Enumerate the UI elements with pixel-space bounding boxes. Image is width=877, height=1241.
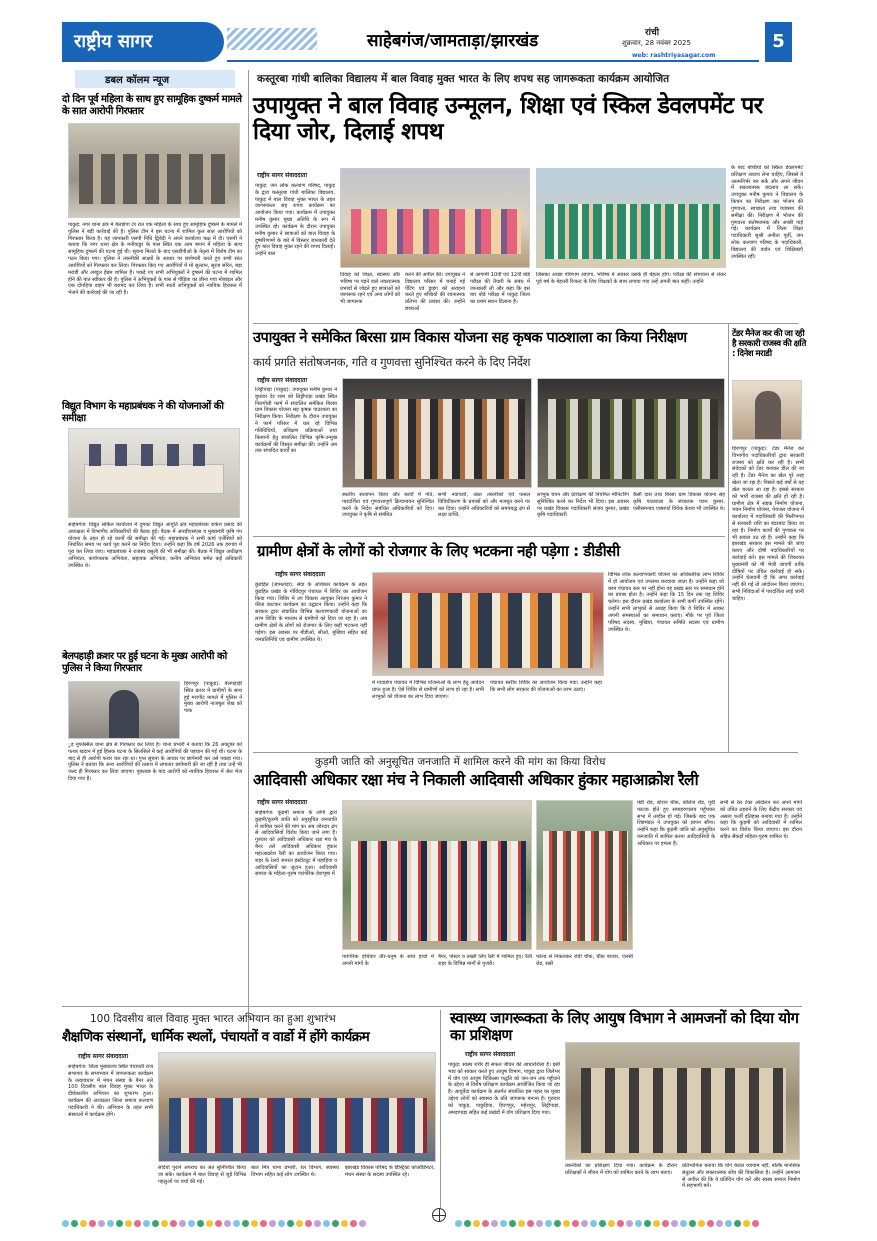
- section-label: डबल कॉलम न्यूज: [75, 70, 235, 88]
- ayush-byline: राष्ट्रीय सागर संवाददाता: [465, 1051, 516, 1058]
- edition-title: साहेबगंज/जामताड़ा/झारखंड: [367, 31, 539, 51]
- mid-headline: उपायुक्त ने समेकित बिरसा ग्राम विकास योजना सह कृषक पाठशाला का किया निरीक्षण: [253, 330, 687, 346]
- adivasi-kicker: कुड़मी जाति को अनुसूचित जनजाति में शामिल करने की मांग का किया विरोध: [315, 756, 606, 768]
- adivasi-cap-3: फोल्ड से निकलकर रांची चौक, चौक बाजार, एलसी रोड, सन्नी: [536, 954, 633, 967]
- registration-mark-icon: [432, 1208, 446, 1222]
- rozgar-body: कुंडहित (जामताड़ा): सेवा के अधिकार कार्यक्रम के तहत कुंडहित प्रखंड के गोविंदपुर पंचायत में शिविर का आयोजन किया गया। शिविर में उप विकास आयुक्त निरंजन कुमार ने फीता काटकर कार्यक्रम का उद्घाटन किया। उन्होंने कहा कि सरकार द्वारा संचालित विभिन्न कल्याणकारी योजनाओं का लाभ शिविर के माध्यम से ग्रामीणों को दिया जा रहा है। अब ग्रामीण क्षेत्रों के लोगों को रोजगार के लिए कहीं भटकना नहीं पड़ेगा। इस अवसर पर बीडीओ, सीओ, मुखिया सहित कई जनप्रतिनिधि एवं ग्रामीण उपस्थित थे।: [255, 582, 367, 643]
- mid-body-1: लिट्टीपाड़ा (पाकुड़): उपायुक्त मनीष कुमार ने बुधवार देर शाम को लिट्टीपाड़ा प्रखंड स्थित गिलगोली फार्म में संचालित समेकित बिरसा ग्राम विकास योजना सह कृषक पाठशाला का निरीक्षण किया। निरीक्षण के दौरान उपायुक्त ने फार्म परिसर में चल रहे विभिन्न गतिविधियों, प्रशिक्षण प्रक्रियाओं तथा किसानों हेतु संचालित विभिन्न कृषि-उन्मुख कार्यक्रमों की विस्तृत समीक्षा की। उन्होंने अब तक संपादित कार्यों का: [255, 387, 337, 455]
- top-byline: राष्ट्रीय सागर संवाददाता: [257, 172, 308, 179]
- adivasi-cap-2: बैनर, पोस्टर व तख्ती लिए रैली में शामिल हुए। रैली शहर के विभिन्न मार्गों से गुजरी।: [438, 954, 532, 967]
- dc-headline: टेंडर मैनेज कर की जा रही है सरकारी राजस्व की क्षति : दिनेश मराडी: [732, 329, 806, 359]
- brand-logo: [62, 22, 224, 62]
- rozgar-cap-1: में गावाडंगा पंचायत में विभिन्न योजनाओं के लाभ हेतु आवेदन प्राप्त हुआ है। ऐसे शिविर से ग्रामीणों को लाभ हो रहा है। सभी लाभुकों को योजना का लाभ दिया जाएगा।: [372, 680, 484, 700]
- bal-photo: [158, 1052, 436, 1162]
- s1-photo: [68, 123, 240, 218]
- bal-cap-1: सदियों पुराने अपराध का अंत सुनिश्चित किया जा सके। कार्यक्रम में बाल विवाह से जुड़े विभिन्न पहलुओं पर चर्चा की गई।: [158, 1165, 246, 1185]
- mid-subhead: कार्य प्रगति संतोषजनक, गति व गुणवत्ता सुनिश्चित करने के दिए निर्देश: [253, 355, 531, 369]
- rozgar-right: विभिन्न लोक कल्याणकारी योजना का अधिकारिक लाभ शिविर में हो आयोजन एवं उपलब्ध करवाया जाता है। उन्होंने कहा जो काम पंचायत स्तर पर नहीं होना वह प्रखंड स्तर पर समाधान होने का प्रयास होता है। उन्होंने कहा कि 15 दिन तक यह शिविर चलेगा। इस दौरान प्रखंड कार्यालय के सभी कर्मी उपस्थित रहेंगे। उन्होंने सभी लाभुकों से आग्रह किया कि वे शिविर में आकर अपनी समस्याओं का समाधान कराएं। मौके पर पूर्व जिला परिषद सदस्य, मुखिया, पंचायत समिति सदस्य एवं ग्रामीण उपस्थित थे।: [608, 572, 724, 633]
- s3-headline: बेलपहाड़ी क्रशर पर हुई घटना के मुख्य आरोपी को पुलिस ने किया गिरफ्तार: [62, 651, 227, 674]
- pattern-decor: [227, 28, 317, 50]
- bal-kicker: 100 दिवसीय बाल विवाह मुक्त भारत अभियान का हुआ शुभारंभ: [90, 1013, 336, 1025]
- rozgar-headline: ग्रामीण क्षेत्रों के लोगों को रोजगार के लिए भटकना नही पड़ेगा : डीडीसी: [257, 542, 620, 560]
- mid-photo-1: [342, 378, 532, 488]
- s1-body: पाकुड़: नगर थाना क्षेत्र में बेलडांगा टेर रात एक महिला के साथ हुए सामूहिक दुष्कर्म के मामले में पुलिस ने बड़ी कार्रवाई की है। पुलिस टीम ने इस घटना में शामिल कुल सात आरोपियों को गिरफ्तार किया है। यह जानकारी एसपी निधि द्विवेदी ने अपने कार्यालय कक्ष में दी। एसपी ने बताया कि नगर थाना क्षेत्र के मनीयाडुर के पास स्थित एक आम बगान में महिला के साथ सामूहिक दुष्कर्म की घटना हुई थी। सूचना मिलते के बाद एसडीपीओ के नेतृत्व में विशेष टीम का गठन किया गया। पुलिस ने तकनीकी साक्ष्यों के आधार पर छापेमारी करते हुए सभी सात आरोपियों को गिरफ्तार कर लिया। गिरफ्तार किए गए आरोपियों में मो सुल्तान, सूरज सोरेन, बड़ा मरांडी और अब्दुल हेंब्रम शामिल हैं। पकड़े गए सभी अभियुक्तों ने दुष्कर्म की घटना में शामिल होने की बात स्वीकार की है। पुलिस ने अभियुक्तों के पास से पीड़िता का छीना गया मोबाइल और एक दोपहिया वाहन भी बरामद कर लिया है। सभी सातों अभियुक्तों को न्यायिक हिरासत में भेजने की कार्रवाई की जा रही है।: [68, 222, 242, 297]
- s1-headline: दो दिन पूर्व महिला के साथ हुए सामूहिक दुष्कर्म मामले के सात आरोपी गिरफ्तार: [62, 94, 242, 117]
- mid-body-3: सभी नवाचारों, उन्नत तकनीकों एवं फसल विविधीकरण के प्रयासों को और मजबूत करने पर बल दिया। उन्होंने अधिकारियों को समयबद्ध ढंग से लक्ष्य प्राप्ति,: [438, 492, 530, 519]
- top-divider: [253, 323, 798, 324]
- rozgar-divider: [253, 752, 798, 753]
- mid-body-5: कैसी दास तथा बिरसा ग्राम विकास योजना सह कृषि पाठशाला के संचालक पवन कुमार, एसीसमन्वय एक्सपर्ट विवेक केशव भी उपस्थित थे।: [633, 492, 725, 512]
- city: रांची: [645, 28, 660, 38]
- issue-date: शुक्रवार, 28 नवंबर 2025: [622, 39, 691, 47]
- adivasi-byline: राष्ट्रीय सागर संवाददाता: [257, 799, 308, 806]
- top-photo-2: [536, 168, 726, 268]
- ayush-body: पाकुड़: स्वस्थ शरीर ही सफल जीवन की आधारशिला है। इसी भाव को साकार करते हुए आयुष विभाग, पाकुड़ द्वारा जिलेभर में योग एवं आयुष चिकित्सा पद्धति को जन-जन तक पहुँचाने के उद्देश्य से विशेष प्रशिक्षण कार्यक्रम आयोजित किया जा रहा है। आयुर्वेदा कार्यक्रम के अंतर्गत संचालित इस पहल का मुख्य उद्देश्य लोगों को स्वास्थ्य के प्रति जागरूक बनाना है। गुरुवार को पाकुड़, पाकुड़िया, हिरणपुर, महेशपुर, लिट्टीपाड़ा, अमड़ापाड़ा सहित कई प्रखंडों में योग प्रशिक्षण दिया गया।: [448, 1062, 560, 1116]
- s2-body: साहेबगंज: विद्युत सर्किल कार्यालय में दुमका विद्युत आपूर्ति क्षेत्र महाप्रबंधक राकेश प्रसाद की अध्यक्षता में विभागीय अधिकारियों की बैठक हुई। बैठक में आरडीएसएस व मुख्यमंत्री कृषि पंप योजना के तहत हो रहे कार्यों की समीक्षा की गई। महाप्रबंधक ने सभी कार्य एजेंसियों को निर्धारित समय पर कार्य पूरा करने का निर्देश दिया। उन्होंने कहा कि वर्ष 2026 तक हरगांव में पूरा कर लिया जाए। महाप्रबंधक ने राजस्व वसूली की भी समीक्षा की। बैठक में विद्युत अधीक्षण अभियंता, कार्यपालक अभियंता, सहायक अभियंता, कनीय अभियंता समेत कई अधिकारी उपस्थित थे।: [68, 522, 242, 569]
- top-headline: उपायुक्त ने बाल विवाह उन्मूलन, शिक्षा एवं स्किल डेवलपमेंट पर दिया जोर, दिलाई शपथ: [253, 93, 763, 146]
- page-number: 5: [765, 22, 792, 62]
- bal-byline: राष्ट्रीय सागर संवाददाता: [78, 1053, 129, 1060]
- top-photo-1: [340, 168, 530, 268]
- adivasi-right: सभी से रेल टेका आंदोलन कर अपने मांगों को उचित ठहराने के लिए केंद्रीय सरकार एवं असत्य फर्जी इतिहास बनाया गया है। उन्होंने कहा कि कुड़मी को आदिवासी में शामिल करने का विरोध किया जाएगा। इस दौरान सहित सैकड़ों महिला-पुरुष शामिल थे।: [720, 800, 802, 841]
- s3-body: हिरणपुर (पाकुड़): बेलपहाड़ी स्थित क्रशर में ग्रामीणों के साथ हुई मारपीट मामले में पुलिस ने मुख्य आरोपी नाजबुल शेख को पाक: [184, 681, 242, 715]
- adivasi-cap-1: पारंपरिक हथियार तीर-धनुष के साथ हाथों में अपनी मांगों के: [342, 954, 434, 967]
- ayush-photo: [565, 1042, 800, 1160]
- bottom-vertical-divider: [440, 1010, 441, 1208]
- brand-name: राष्ट्रीय सागर: [74, 31, 153, 52]
- top-body-1: पाकुड़: जन लोक कल्याण परिषद, पाकुड़ के द्वारा कस्तूरबा गांधी बालिका विद्यालय, पाकुड़ में बाल विवाह मुक्त भारत के तहत जागरूकता सह शपथ कार्यक्रम का आयोजन किया गया। कार्यक्रम में उपायुक्त मनीष कुमार मुख्य अतिथि के रूप में उपस्थित रहे। कार्यक्रम के दौरान उपायुक्त मनीष कुमार ने छात्राओं को बाल विवाह के दुष्परिणामों के बारे में विस्तार जानकारी देते हुए बाल विवाह मुक्त रहने की शपथ दिलाई। उन्होंने बाल: [255, 183, 335, 258]
- bal-cap-3: झारखंड विकास परिषद के डिस्ट्रिक्ट कोऑर्डिनेटर, मंथन संस्था के सदस्य उपस्थित रहे।: [345, 1165, 435, 1178]
- top-body-right: के बाद बच्चियों को स्किल डेवलपमेंट प्रशिक्षण अवश्य लेना चाहिए, जिससे वे आत्मनिर्भर बन सकें और अपने जीवन में सकारात्मक बदलाव ला सकें। उपायुक्त मनीष कुमार ने विद्यालय के किचन का निरीक्षण कर भोजन की गुणवत्ता, स्वच्छता तथा व्यवस्था की समीक्षा की। निरीक्षण में भोजन की गुणवत्ता संतोषजनक और अच्छी पाई गई। कार्यक्रम में जिला शिक्षा पदाधिकारी सुश्री अनीता पूर्ती, जन लोक कल्याण परिषद के पदाधिकारी, विद्यालय की वार्डन एवं शिक्षिकाएँ उपस्थित रहीं।: [731, 165, 803, 260]
- web-address: web: rashtriyasagar.com: [632, 52, 716, 59]
- top-body-3: करने की अपील की। उपायुक्त ने विद्यालय परिसर में बनाई गई पेंटिंग एवं ड्राइंग को सराहना करते हुए बच्चियों की रचनात्मक प्रतिभा की प्रशंसा की। उन्होंने छात्राओं: [405, 272, 465, 313]
- top-body-2: विवाह को शिक्षा, स्वास्थ्य और भविष्य पर पड़ने वाले नकारात्मक प्रभावों से जोड़ते हुए छात्राओं को जागरूक रहने एवं अन्य लोगों को भी जागरूक: [340, 272, 400, 306]
- top-body-5: जिसका अच्छा परिणाम आएगा, भविष्य में अवसर उसके ही बेहतर होंगे। परीक्षा की संभावना से लेकर पूर्व बर्ष के बेहतरी रिजल्ट के लिए शिक्षकों के साथ लगाया गया उन्हें अपनी बात कहीं। उन्होंने: [536, 272, 726, 285]
- lower-divider: [62, 1006, 802, 1007]
- footer-dots-right: [455, 1212, 761, 1231]
- ayush-cap: तकनीकों का प्रशिक्षण दिया गया। कार्यक्रम के दौरान प्रशिक्षकों ने जीवन में योग को शामिल करने के लाभ बताए।: [565, 1163, 677, 1176]
- rozgar-byline: राष्ट्रीय सागर संवाददाता: [275, 571, 326, 578]
- left-divider: [248, 70, 249, 1035]
- adivasi-photo-1: [342, 800, 532, 950]
- rozgar-photo: [372, 572, 604, 676]
- top-kicker: कस्तूरबा गांधी बालिका विद्यालय में बाल विवाह मुक्त भारत के लिए शपथ सह जागरूकता कार्यक्रम आयोजित: [257, 73, 670, 85]
- adivasi-photo-2: [536, 800, 633, 950]
- mid-body-2: स्थलीय सत्यापन किया और कार्यों में गति, पारदर्शिता एवं गुणवत्तापूर्ण क्रियान्वयन सुनिश्चित करने के निर्देश संबंधित अधिकारियों को दिए। उपायुक्त ने कृषि से संबंधित: [342, 492, 434, 519]
- mid-byline: राष्ट्रीय सागर संवाददाता: [257, 377, 308, 384]
- adivasi-mid: मंडी रोड, स्टेशन चौक, कॉलेज रोड, पूर्वी फाटक होते हुए समाहरणालय पहुँचकर सभा में तब्दील हो गई। जिसके बाद एक शिष्टमंडल ने उपायुक्त को ज्ञापन सौंपा। उन्होंने कहा कि कुड़मी जाति को अनुसूचित जनजाति में शामिल करना आदिवासियों के अधिकार पर हमला है।: [637, 800, 715, 847]
- s2-photo: [68, 428, 240, 518]
- mid-photo-2: [537, 378, 725, 488]
- bal-cap-2: बाल मित्र थाना प्रभारी, रेल विभाग, स्वास्थ्य विभाग सहित कई लोग उपस्थित थे।: [251, 1165, 339, 1178]
- ayush-right: प्रतिभागिता बताया कि योग केवल व्यायाम नहीं, बल्कि मानसिक संतुलन और सकारात्मक सोच की विकासिता है। उन्होंने आमजन से अपील की कि वे प्रतिदिन योग करें और स्वस्थ समाज निर्माण में सहभागी बनें।: [682, 1163, 800, 1190]
- right-divider: [728, 323, 729, 753]
- rozgar-cap-2: पंचायत स्तरीय शिविर का आयोजन किया गया। उन्होंने कहा कि सभी लोग सरकार की योजनाओं का लाभ उठाएं।: [490, 680, 602, 693]
- mid-body-4: लाभुक चयन और प्रशिक्षण की नियमित मॉनिटरिंग सुनिश्चित करने का निर्देश भी दिया। इस अवसर पर प्रखंड विकास पदाधिकारी संजय कुमार, प्रखंड कृषि पदाधिकारी: [537, 492, 629, 519]
- adivasi-body: साहेबगंज: कुड़मी समाज के लोगों द्वारा कुड़मी/कुरमी जाति को अनुसूचित जनजाति में शामिल करने की मांग का अब जोरदार ढंग से आदिवासियों विरोध किया जाने लगा है। गुरुवार को आदिवासी अधिकार रक्षा मंच के बैनर तले आदिवासी अधिकार हुंकार महाआक्रोश रैली का आयोजन किया गया। शहर के रेलवे जनरल इंस्टीट्यूट में पहाड़िया व आदिवासियों का जुटान हुआ। आदिवासी समाज के महिला-पुरुष पारंपरिक वेशभूषा में: [255, 810, 337, 878]
- adivasi-headline: आदिवासी अधिकार रक्षा मंच ने निकाली आदिवासी अधिकार हुंकार महाआक्रोश रैली: [253, 771, 699, 789]
- dc-body: हिरणपुर (पाकुड़): टेंडर मैनेज कर विभागीय पदाधिकारियों द्वारा सरकारी राजस्व को क्षति कर रही है। सभी संवेदकों को टेंडर बनाकर डील की जा रही है। टेंडर मैनेज का खेल पूरे तरह खेला जा रहा है। पिछले कई वर्षों से यह खेल चलता आ रहा है। इससे सरकार को भारी राजस्व की क्षति हो रही है। ग्रामीण क्षेत्र में सड़क निर्माण योजना, भवन निर्माण योजना, पेयजल योजना में कार्यालय में पदाधिकारी की मिलीभगत से सरकारी राशि का बंदरबांट किया जा रहा है। निर्माण कार्यों की गुणवत्ता पर भी सवाल उठ रहे हैं। उन्होंने कहा कि झारखंड सरकार इस मामले की जांच कराए और दोषी पदाधिकारियों पर कार्रवाई करे। इस मामले की शिकायत मुख्यमंत्री को भी भेजी जाएगी ताकि दोषियों पर उचित कार्रवाई हो सके। उन्होंने चेतावनी दी कि अगर कार्रवाई नहीं की गई तो आंदोलन किया जाएगा। सभी निविदाओं में पारदर्शिता लाई जानी चाहिए।: [732, 446, 804, 602]
- dc-photo: [732, 380, 802, 440]
- ayush-headline: स्वास्थ्य जागरूकता के लिए आयुष विभाग ने आमजनों को दिया योग का प्रशिक्षण: [450, 1009, 799, 1045]
- top-body-4: से आगामी 10वीं एवं 12वीं बोर्ड परीक्षा की तैयारी के संबंध में जानकारी ली और कहा कि इस बार बोर्ड परीक्षा में पाकुड़ जिला का प्रथम स्थान दिलाना है।: [470, 272, 530, 306]
- s2-headline: विद्युत विभाग के महाप्रबंधक ने की योजनाओं की समीक्षा: [62, 401, 224, 424]
- bal-body: साहेबगंज: जिला मुख्यालय स्थित पंचायती राज सभागार के सभाभवन में जागरूकता कार्यक्रम के तत्वावधान में मंथन संस्था के बैनर तले 100 दिवसीय बाल विवाह मुक्त भारत के दीर्घकालीन अभियान का शुभारंभ हुआ। कार्यक्रम की अध्यक्षता जिला समाज कल्याण पदाधिकारी ने की। अभियान के तहत सभी संस्थाओं में कार्यक्रम होंगे।: [68, 1064, 153, 1118]
- footer-dots-left: [62, 1212, 368, 1231]
- masthead: [62, 22, 792, 62]
- bal-headline: शैक्षणिक संस्थानों, धार्मिक स्थलों, पंचायतों व वार्डो में होंगे कार्यक्रम: [62, 1029, 370, 1045]
- s3-body-cont: ुड़ मुफस्सिल थाना क्षेत्र से गिरफ्तार कर लिया है। थाना प्रभारी ने बताया कि 26 अक्टूबर को पत्थर खदान में हुई हिंसक घटना के सिलसिले में कई आरोपियों की पहचान की गई थी। घटना के बाद से ही आरोपी फरार चल रहा था। गुप्त सूचना के आधार पर छापेमारी कर उसे पकड़ा गया। पुलिस ने बताया कि अन्य आरोपियों की तलाश में लगातार छापेमारी की जा रही है तथा उन्हें भी जल्द ही गिरफ्तार कर लिया जाएगा। पूछताछ के बाद आरोपी को न्यायिक हिरासत में जेल भेज दिया गया है।: [68, 742, 242, 783]
- header-underline: [227, 60, 759, 62]
- mid-divider: [253, 536, 725, 537]
